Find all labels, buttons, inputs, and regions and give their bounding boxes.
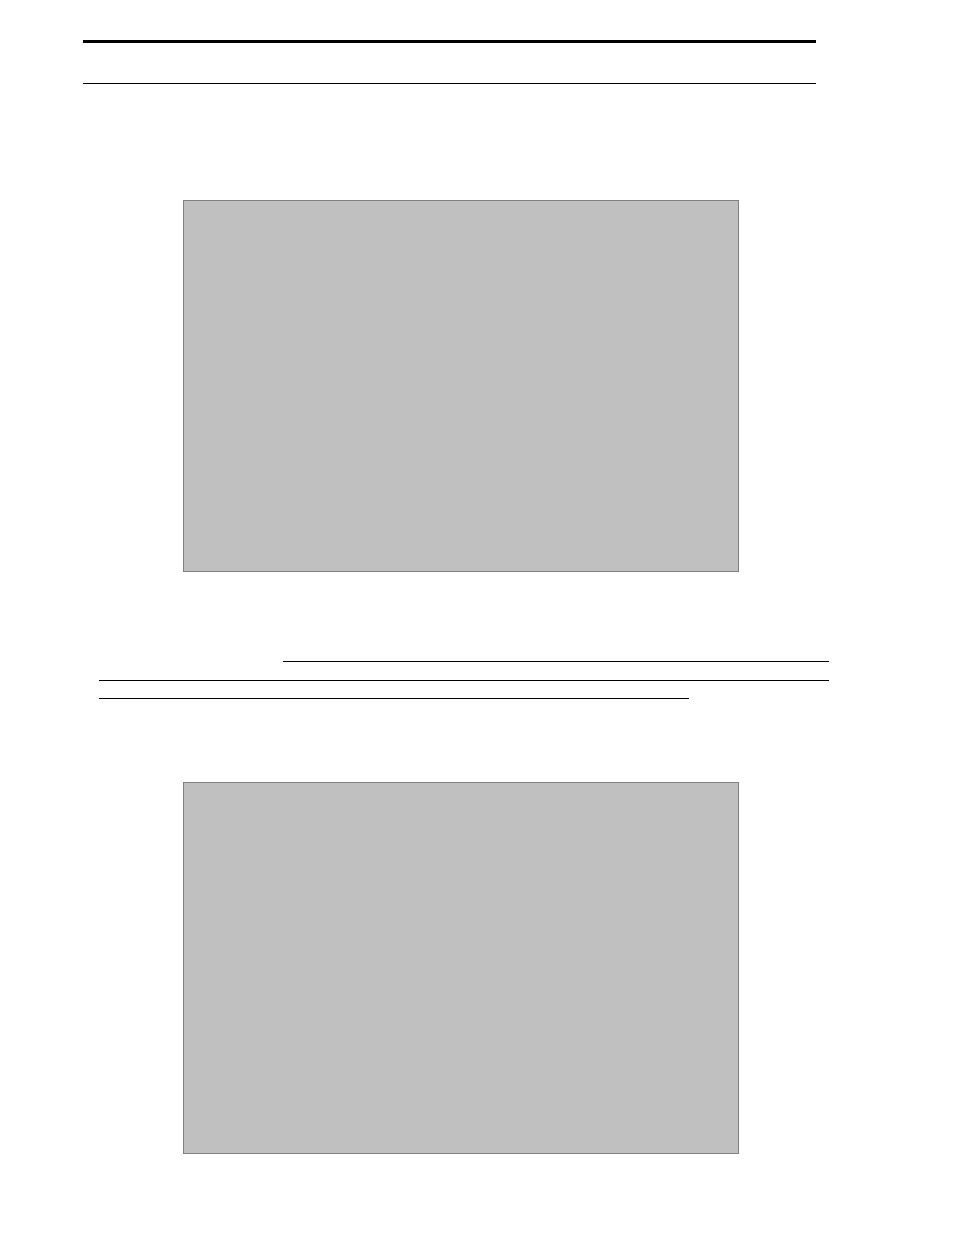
- header-rule-thick: [83, 40, 816, 43]
- download-options-window-1: [183, 200, 739, 572]
- download-options-window-2: [183, 782, 739, 1154]
- text-rule-2: [99, 680, 829, 681]
- text-rule-1: [283, 661, 829, 662]
- header-rule-thin: [83, 83, 816, 84]
- text-rule-3: [99, 698, 689, 699]
